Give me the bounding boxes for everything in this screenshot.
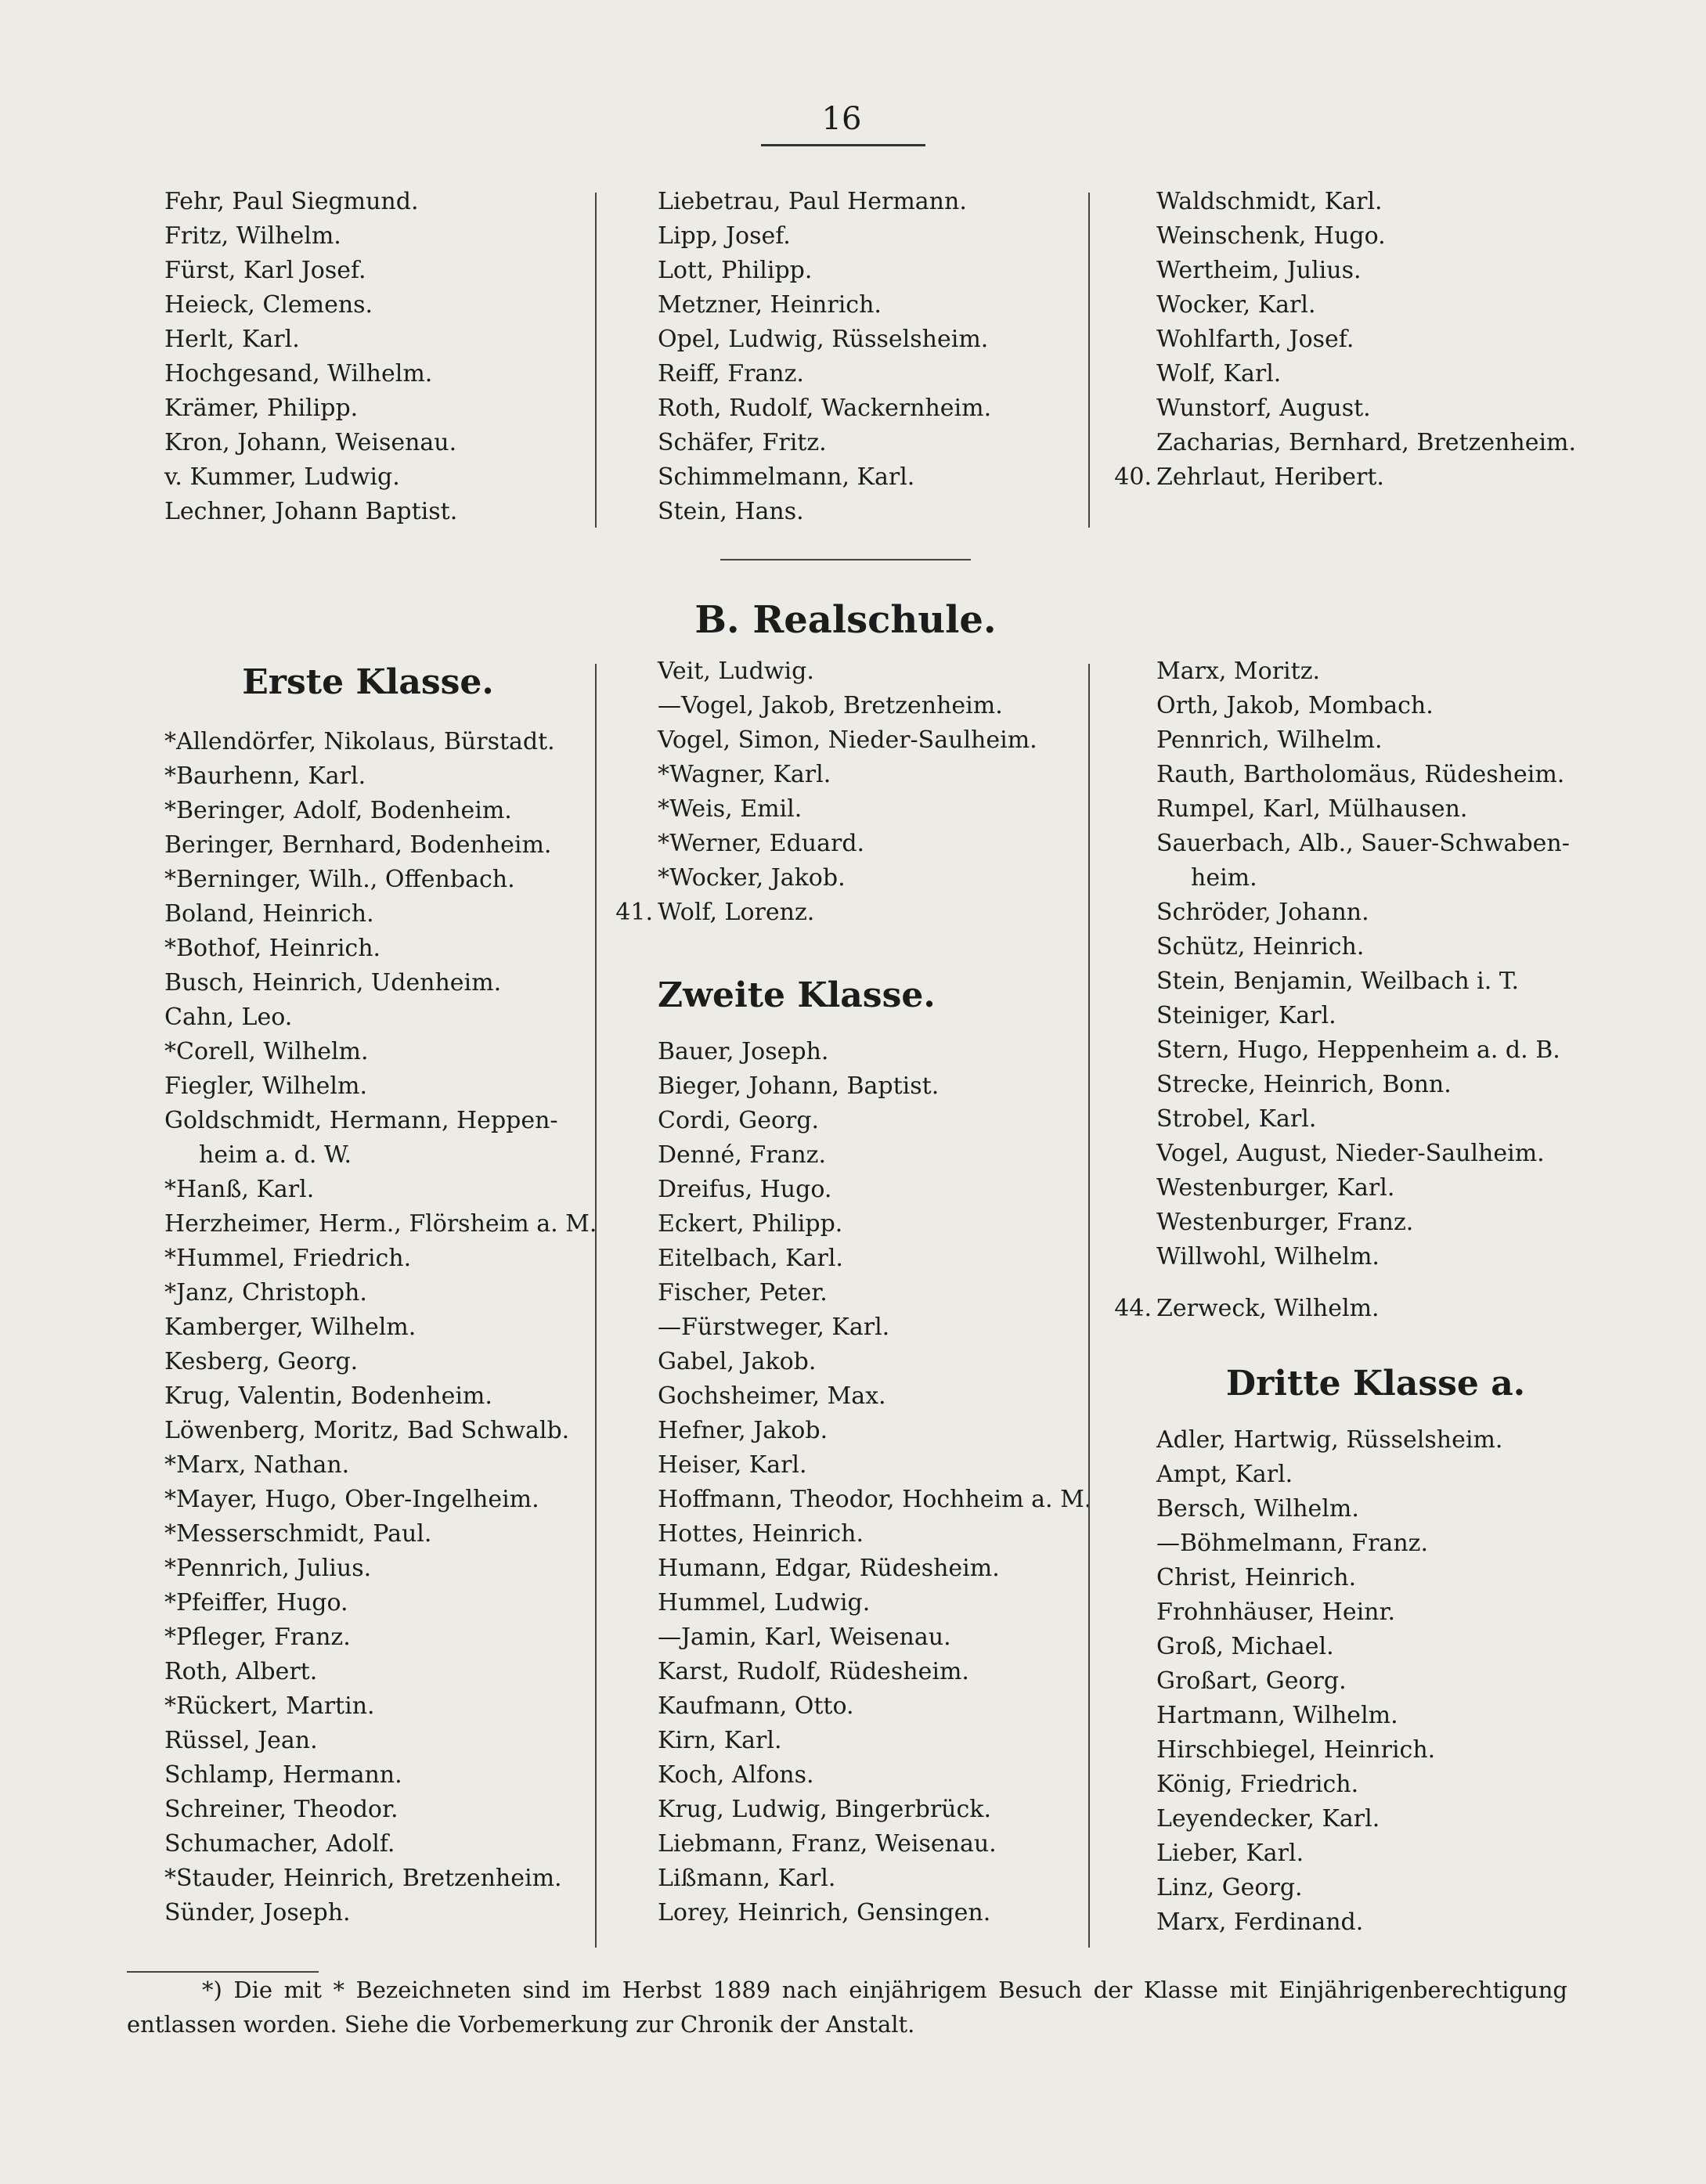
list-item: Pennrich, Wilhelm. [1156, 726, 1383, 754]
list-item: Bersch, Wilhelm. [1156, 1495, 1359, 1523]
list-item: Frohnhäuser, Heinr. [1156, 1598, 1396, 1626]
list-item: *Hummel, Friedrich. [164, 1245, 412, 1272]
entry-count: 40. [1114, 463, 1152, 491]
list-item: Herlt, Karl. [164, 326, 300, 353]
list-item: Rumpel, Karl, Mülhausen. [1156, 795, 1468, 823]
class-heading-zweite: Zweite Klasse. [658, 975, 936, 1015]
list-item: Fiegler, Wilhelm. [164, 1072, 367, 1100]
list-item: Metzner, Heinrich. [658, 291, 882, 319]
column-divider [1088, 664, 1090, 1948]
section-divider [720, 559, 971, 560]
list-item: Roth, Rudolf, Wackernheim. [658, 395, 992, 422]
list-item: Gochsheimer, Max. [658, 1382, 886, 1410]
list-item: Leyendecker, Karl. [1156, 1805, 1380, 1833]
list-item: Beringer, Bernhard, Bodenheim. [164, 831, 552, 859]
list-item: Hummel, Ludwig. [658, 1589, 871, 1616]
list-item: Wolf, Karl. [1156, 360, 1282, 387]
column-divider [1088, 193, 1090, 528]
list-item: —Vogel, Jakob, Bretzenheim. [658, 692, 1003, 719]
list-item: Karst, Rudolf, Rüdesheim. [658, 1658, 969, 1685]
list-item: Sauerbach, Alb., Sauer-Schwaben- [1156, 830, 1570, 857]
list-item: Zacharias, Bernhard, Bretzenheim. [1156, 429, 1577, 456]
list-item: Hoffmann, Theodor, Hochheim a. M. [658, 1486, 1092, 1513]
list-item: Wohlfarth, Josef. [1156, 326, 1354, 353]
list-item: *Pennrich, Julius. [164, 1555, 372, 1582]
list-item: Heiser, Karl. [658, 1451, 807, 1479]
list-item: *Stauder, Heinrich, Bretzenheim. [164, 1865, 562, 1892]
list-item: Schlamp, Hermann. [164, 1761, 402, 1789]
list-item-numbered: 41. Wolf, Lorenz. [658, 896, 814, 930]
list-item: Kirn, Karl. [658, 1727, 782, 1754]
section-title: B. Realschule. [694, 598, 997, 642]
column-divider [595, 193, 597, 528]
list-item: Koch, Alfons. [658, 1761, 814, 1789]
list-item: Hirschbiegel, Heinrich. [1156, 1736, 1436, 1764]
list-item: *Mayer, Hugo, Ober-Ingelheim. [164, 1486, 539, 1513]
list-item: Willwohl, Wilhelm. [1156, 1243, 1380, 1270]
list-item: —Jamin, Karl, Weisenau. [658, 1624, 951, 1651]
list-item: Rüssel, Jean. [164, 1727, 318, 1754]
list-item: *Bothof, Heinrich. [164, 935, 381, 962]
list-item: Waldschmidt, Karl. [1156, 188, 1383, 215]
list-item: Großart, Georg. [1156, 1667, 1347, 1695]
list-item: Stein, Hans. [658, 498, 804, 525]
page-number: 16 [821, 101, 862, 137]
list-item: v. Kummer, Ludwig. [164, 463, 400, 491]
list-item: *Pfleger, Franz. [164, 1624, 351, 1651]
list-item: Fischer, Peter. [658, 1279, 828, 1306]
list-item: *Baurhenn, Karl. [164, 762, 366, 790]
list-item: Schröder, Johann. [1156, 899, 1369, 926]
list-item: Lißmann, Karl. [658, 1865, 836, 1892]
list-item: König, Friedrich. [1156, 1771, 1359, 1798]
list-item: Hartmann, Wilhelm. [1156, 1702, 1398, 1729]
list-item: Dreifus, Hugo. [658, 1176, 832, 1203]
list-item: Bauer, Joseph. [658, 1038, 829, 1065]
list-item: Goldschmidt, Hermann, Heppen- [164, 1107, 558, 1134]
list-item: Vogel, Simon, Nieder-Saulheim. [658, 726, 1037, 754]
list-item: Wunstorf, August. [1156, 395, 1371, 422]
list-item: Stern, Hugo, Heppenheim a. d. B. [1156, 1036, 1560, 1064]
list-item: *Weis, Emil. [658, 795, 803, 823]
list-item: *Wagner, Karl. [658, 761, 831, 788]
list-item: Lott, Philipp. [658, 257, 813, 284]
list-item: Westenburger, Franz. [1156, 1209, 1414, 1236]
list-item: Kaufmann, Otto. [658, 1692, 854, 1720]
list-item: *Corell, Wilhelm. [164, 1038, 369, 1065]
column-divider [595, 664, 597, 1948]
list-item: —Fürstweger, Karl. [658, 1314, 890, 1341]
list-item: Lieber, Karl. [1156, 1840, 1304, 1867]
list-item: Roth, Albert. [164, 1658, 318, 1685]
list-item: —Böhmelmann, Franz. [1156, 1530, 1428, 1557]
list-item: Fehr, Paul Siegmund. [164, 188, 419, 215]
list-item: Christ, Heinrich. [1156, 1564, 1357, 1591]
list-item: *Messerschmidt, Paul. [164, 1520, 432, 1548]
list-item: Fritz, Wilhelm. [164, 222, 341, 250]
list-item: Lechner, Johann Baptist. [164, 498, 458, 525]
list-item: *Beringer, Adolf, Bodenheim. [164, 797, 512, 824]
footnote [127, 1973, 1567, 2042]
list-item: Hottes, Heinrich. [658, 1520, 864, 1548]
footnote-line-1: *) Die mit * Bezeichneten sind im Herbst 1889 nach einjährigem Besuch der Klasse mit Einjährigenberechtigung [202, 1977, 1567, 2003]
list-item: Boland, Heinrich. [164, 900, 374, 928]
list-item: Steiniger, Karl. [1156, 1002, 1336, 1029]
list-item: Cahn, Leo. [164, 1004, 293, 1031]
list-item: Kesberg, Georg. [164, 1348, 359, 1375]
list-item: Sünder, Joseph. [164, 1899, 351, 1926]
list-item: Liebetrau, Paul Hermann. [658, 188, 967, 215]
list-item: Wertheim, Julius. [1156, 257, 1362, 284]
entry-count: 44. [1114, 1295, 1152, 1322]
list-item: Kron, Johann, Weisenau. [164, 429, 457, 456]
list-item: Ampt, Karl. [1156, 1461, 1293, 1488]
list-item: Opel, Ludwig, Rüsselsheim. [658, 326, 989, 353]
list-item: Schumacher, Adolf. [164, 1830, 395, 1858]
list-item: Marx, Moritz. [1156, 658, 1321, 685]
list-item: Fürst, Karl Josef. [164, 257, 366, 284]
list-item: Strecke, Heinrich, Bonn. [1156, 1071, 1452, 1098]
list-item: Bieger, Johann, Baptist. [658, 1072, 940, 1100]
list-item: Gabel, Jakob. [658, 1348, 817, 1375]
list-item: Reiff, Franz. [658, 360, 804, 387]
list-item: Veit, Ludwig. [658, 658, 814, 685]
list-item: Eckert, Philipp. [658, 1210, 843, 1238]
list-item: Cordi, Georg. [658, 1107, 820, 1134]
list-item: *Berninger, Wilh., Offenbach. [164, 866, 515, 893]
list-item: Herzheimer, Herm., Flörsheim a. M. [164, 1210, 597, 1238]
list-item: Vogel, August, Nieder-Saulheim. [1156, 1140, 1545, 1167]
list-item: Rauth, Bartholomäus, Rüdesheim. [1156, 761, 1565, 788]
list-item: Marx, Ferdinand. [1156, 1908, 1364, 1936]
list-item: *Marx, Nathan. [164, 1451, 350, 1479]
list-item: *Janz, Christoph. [164, 1279, 367, 1306]
list-item: Wocker, Karl. [1156, 291, 1316, 319]
page-number-rule [761, 144, 925, 146]
list-item: Liebmann, Franz, Weisenau. [658, 1830, 997, 1858]
list-item: *Pfeiffer, Hugo. [164, 1589, 348, 1616]
list-item: Krug, Valentin, Bodenheim. [164, 1382, 492, 1410]
list-item: Westenburger, Karl. [1156, 1174, 1395, 1202]
list-item: Eitelbach, Karl. [658, 1245, 843, 1272]
list-item: Heieck, Clemens. [164, 291, 373, 319]
list-item: Lorey, Heinrich, Gensingen. [658, 1899, 991, 1926]
list-item: Denné, Franz. [658, 1141, 826, 1169]
list-item: *Allendörfer, Nikolaus, Bürstadt. [164, 728, 555, 755]
footnote-line-2: entlassen worden. Siehe die Vorbemerkung zur Chronik der Anstalt. [127, 2011, 915, 2038]
list-item: Schütz, Heinrich. [1156, 933, 1365, 960]
list-item: *Wocker, Jakob. [658, 864, 846, 892]
list-item-numbered: 44. Zerweck, Wilhelm. [1156, 1292, 1380, 1326]
list-item: Lipp, Josef. [658, 222, 791, 250]
list-item: Orth, Jakob, Mombach. [1156, 692, 1434, 719]
list-item-numbered: 40. Zehrlaut, Heribert. [1156, 460, 1384, 495]
list-item: heim a. d. W. [199, 1141, 352, 1169]
list-item: Busch, Heinrich, Udenheim. [164, 969, 502, 996]
list-item: Löwenberg, Moritz, Bad Schwalb. [164, 1417, 570, 1444]
list-item: Hochgesand, Wilhelm. [164, 360, 433, 387]
list-item: Schimmelmann, Karl. [658, 463, 915, 491]
list-item: Weinschenk, Hugo. [1156, 222, 1386, 250]
list-item: Schäfer, Fritz. [658, 429, 827, 456]
list-item: Strobel, Karl. [1156, 1105, 1317, 1133]
list-item: Krug, Ludwig, Bingerbrück. [658, 1796, 991, 1823]
list-item: Groß, Michael. [1156, 1633, 1334, 1660]
list-item: *Rückert, Martin. [164, 1692, 375, 1720]
list-item: heim. [1191, 864, 1257, 892]
list-item: Linz, Georg. [1156, 1874, 1303, 1901]
class-heading-dritte: Dritte Klasse a. [1225, 1364, 1526, 1404]
entry-count: 41. [615, 899, 653, 926]
list-item: *Werner, Eduard. [658, 830, 865, 857]
list-item: *Hanß, Karl. [164, 1176, 315, 1203]
list-item: Hefner, Jakob. [658, 1417, 828, 1444]
list-item: Stein, Benjamin, Weilbach i. T. [1156, 968, 1519, 995]
class-heading-erste: Erste Klasse. [242, 662, 494, 702]
list-item: Krämer, Philipp. [164, 395, 359, 422]
list-item: Humann, Edgar, Rüdesheim. [658, 1555, 1000, 1582]
list-item: Kamberger, Wilhelm. [164, 1314, 417, 1341]
list-item: Adler, Hartwig, Rüsselsheim. [1156, 1426, 1503, 1454]
list-item: Schreiner, Theodor. [164, 1796, 399, 1823]
